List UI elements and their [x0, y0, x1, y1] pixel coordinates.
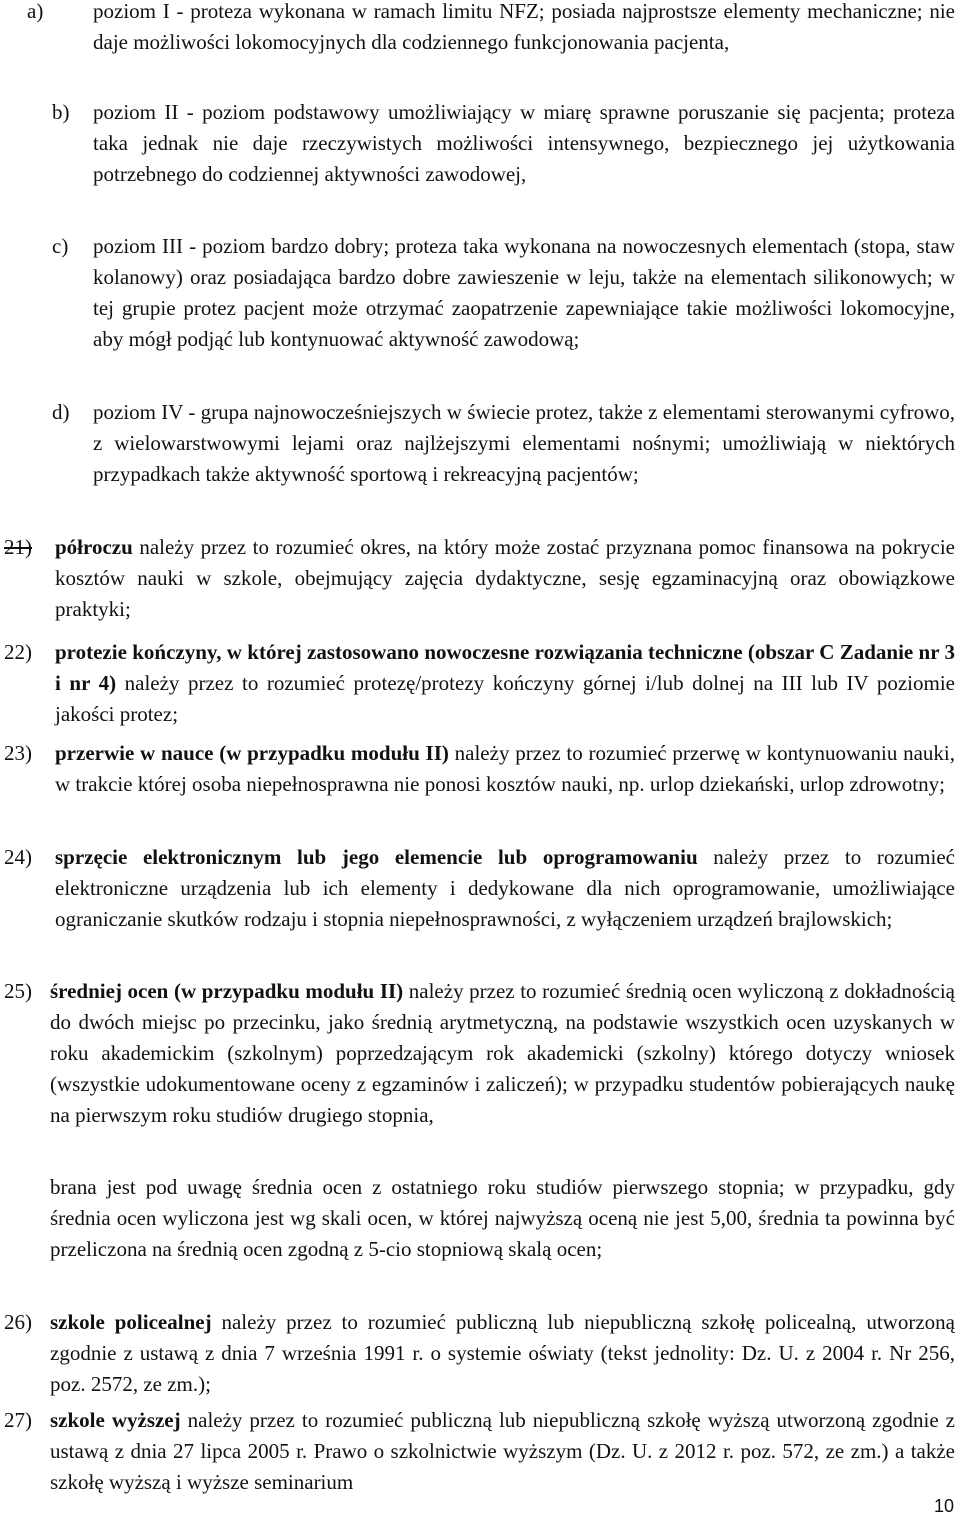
item-number: 27) — [4, 1408, 32, 1432]
item-number: 21) — [4, 535, 32, 559]
definition-text: należy przez to rozumieć przerwę w kontynuowaniu nauki, w trakcie której osoba niepełnosprawna nie ponosi kosztów nauki, np. urlop dziekański, urlop zdrowotny; — [55, 741, 955, 796]
list-item-b — [0, 97, 955, 190]
item-marker: b) — [52, 100, 70, 124]
list-item-a — [0, 0, 955, 58]
item-marker: a) — [27, 0, 44, 23]
definition-27 — [0, 1405, 955, 1498]
definition-term: sprzęcie elektronicznym lub jego elemencie lub oprogramowaniu — [55, 845, 698, 869]
definition-body — [55, 738, 955, 800]
definition-text: należy przez to rozumieć protezę/protezy kończyny górnej i/lub dolnej na III lub IV poziomie jakości protez; — [55, 671, 955, 726]
definition-body — [55, 842, 955, 935]
definition-term: średniej ocen (w przypadku modułu II) — [50, 979, 404, 1003]
definition-term: szkole wyższej — [50, 1408, 181, 1432]
list-item-d — [0, 397, 955, 490]
continuation-text: brana jest pod uwagę średnia ocen z ostatniego roku studiów pierwszego stopnia; w przypadku, gdy średnia ocen wyliczona jest wg skali ocen, w której najwyższą oceną nie jest 5,00, średnia ta powinna być przeliczona na średnią ocen zgodną z 5-cio stopniową skalą ocen; — [50, 1175, 955, 1261]
item-number: 22) — [4, 640, 32, 664]
definition-body — [50, 1307, 955, 1400]
item-number: 25) — [4, 979, 32, 1003]
definition-term: przerwie w nauce (w przypadku modułu II) — [55, 741, 449, 765]
definition-text: należy przez to rozumieć publiczną lub niepubliczną szkołę wyższą utworzoną zgodnie z ustawą z dnia 27 lipca 2005 r. Prawo o szkolnictwie wyższym (Dz. U. z 2012 r. poz. 572, ze zm.) a także szkołę wyższą i wyższe seminarium — [50, 1408, 955, 1494]
definition-25 — [0, 976, 955, 1131]
item-marker: d) — [52, 400, 70, 424]
item-text: poziom III - poziom bardzo dobry; proteza taka wykonana na nowoczesnych elementach (stopa, staw kolanowy) oraz posiadająca bardzo dobre zawieszenie w leju, także na elementach silikonowych; w tej grupie protez pacjent może otrzymać zaopatrzenie zapewniające takie możliwości lokomocyjne, aby mógł podjąć lub kontynuować aktywność zawodową; — [93, 234, 955, 351]
item-text: poziom II - poziom podstawowy umożliwiający w miarę sprawne poruszanie się pacjenta; proteza taka jednak nie daje rzeczywistych możliwości intensywnego, bezpiecznego jej użytkowania potrzebnego do codziennej aktywności zawodowej, — [93, 100, 955, 186]
definition-term: protezie kończyny, w której zastosowano nowoczesne rozwiązania techniczne (obszar C Zadanie nr 3 i nr 4) — [55, 640, 955, 695]
definition-25-continuation — [50, 1172, 955, 1265]
definition-body — [55, 637, 955, 730]
definition-term: półroczu — [55, 535, 133, 559]
definition-26 — [0, 1307, 955, 1400]
definition-text: należy przez to rozumieć elektroniczne urządzenia lub ich elementy i dedykowane dla nich oprogramowanie, umożliwiające ograniczanie skutków rodzaju i stopnia niepełnosprawności, z wyłączeniem urządzeń brajlowskich; — [55, 845, 955, 931]
list-item-c — [0, 231, 955, 355]
definition-term: szkole policealnej — [50, 1310, 212, 1334]
definition-23 — [0, 738, 955, 800]
definition-body — [50, 1405, 955, 1498]
page-number: 10 — [933, 1496, 954, 1516]
item-marker: c) — [52, 234, 69, 258]
item-number: 23) — [4, 741, 32, 765]
definition-21 — [0, 532, 955, 625]
item-number: 24) — [4, 845, 32, 869]
definition-24 — [0, 842, 955, 935]
definition-body — [50, 976, 955, 1131]
item-text: poziom IV - grupa najnowocześniejszych w świecie protez, także z elementami sterowanymi cyfrowo, z wielowarstwowymi lejami oraz najlżejszymi elementami nośnymi; umożliwiają w niektórych przypadkach także aktywność sportową i rekreacyjną pacjentów; — [93, 400, 955, 486]
definition-body — [55, 532, 955, 625]
item-number: 26) — [4, 1310, 32, 1334]
definition-text: należy przez to rozumieć okres, na który może zostać przyznana pomoc finansowa na pokrycie kosztów nauki w szkole, obejmujący zajęcia dydaktyczne, sesję egzaminacyjną oraz obowiązkowe praktyki; — [55, 535, 955, 621]
definition-text: należy przez to rozumieć publiczną lub niepubliczną szkołę policealną, utworzoną zgodnie z ustawą z dnia 7 września 1991 r. o systemie oświaty (tekst jednolity: Dz. U. z 2004 r. Nr 256, poz. 2572, ze zm.); — [50, 1310, 955, 1396]
definition-22 — [0, 637, 955, 730]
definition-text: należy przez to rozumieć średnią ocen wyliczoną z dokładnością do dwóch miejsc po przecinku, jako średnią arytmetyczną, na podstawie wszystkich ocen uzyskanych w roku akademickim (szkolnym) poprzedzającym rok akademicki (szkolny) którego dotyczy wniosek (wszystkie udokumentowane oceny z egzaminów i zaliczeń); w przypadku studentów pobierających naukę na pierwszym roku studiów drugiego stopnia, — [50, 979, 955, 1127]
item-text: poziom I - proteza wykonana w ramach limitu NFZ; posiada najprostsze elementy mechaniczne; nie daje możliwości lokomocyjnych dla codziennego funkcjonowania pacjenta, — [93, 0, 955, 54]
